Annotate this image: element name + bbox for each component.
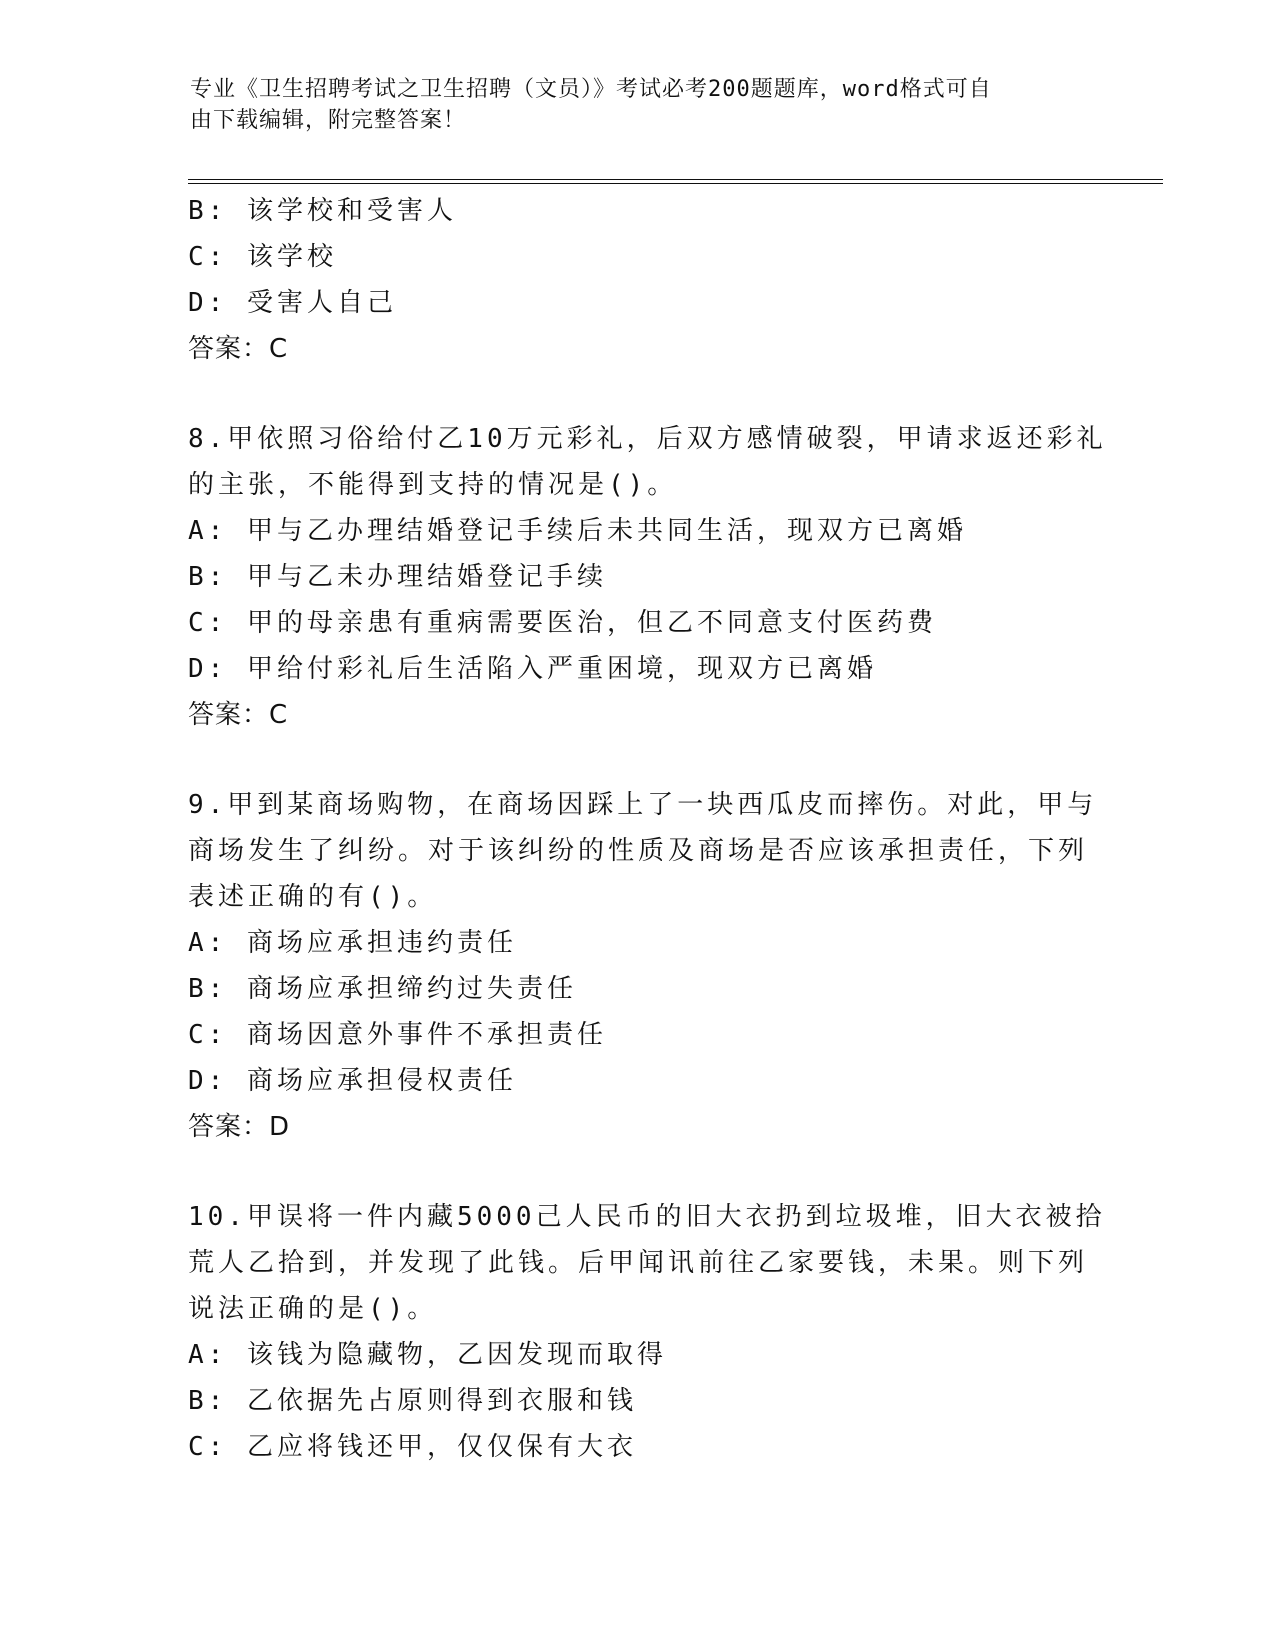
header-line-2: 由下载编辑，附完整答案！ — [190, 108, 467, 133]
question-spacer — [188, 372, 1088, 416]
question-line: 荒人乙拾到，并发现了此钱。后甲闻讯前往乙家要钱，未果。则下列 — [188, 1248, 1089, 1278]
question-line: 9.甲到某商场购物，在商场因踩上了一块西瓜皮而摔伤。对此，甲与 — [188, 790, 1098, 820]
question-list — [188, 188, 1107, 1470]
question-line: D: 受害人自己 — [188, 288, 397, 318]
question-line: D: 甲给付彩礼后生活陷入严重困境，现双方已离婚 — [188, 654, 877, 684]
header-divider-bottom — [188, 183, 1163, 184]
question-line: 的主张，不能得到支持的情况是()。 — [188, 470, 678, 500]
question-line: B: 甲与乙未办理结婚登记手续 — [188, 562, 607, 592]
header-line-1: 专业《卫生招聘考试之卫生招聘（文员）》考试必考200题题库，word格式可自 — [190, 77, 992, 102]
question-block — [188, 782, 1098, 1150]
question-line: B: 该学校和受害人 — [188, 196, 457, 226]
question-block — [188, 188, 1088, 372]
question-line: D: 商场应承担侵权责任 — [188, 1066, 517, 1096]
answer-line: 答案：C — [188, 334, 289, 364]
question-line: C: 该学校 — [188, 242, 337, 272]
document-header — [190, 74, 1070, 136]
question-line: B: 乙依据先占原则得到衣服和钱 — [188, 1386, 637, 1416]
question-line: A: 商场应承担违约责任 — [188, 928, 517, 958]
question-line: 8.甲依照习俗给付乙10万元彩礼，后双方感情破裂，甲请求返还彩礼 — [188, 424, 1107, 454]
question-line: 说法正确的是()。 — [188, 1294, 438, 1324]
question-line: 表述正确的有()。 — [188, 882, 438, 912]
question-block — [188, 1194, 1106, 1470]
header-divider-top — [188, 179, 1163, 180]
question-line: B: 商场应承担缔约过失责任 — [188, 974, 577, 1004]
question-line: 商场发生了纠纷。对于该纠纷的性质及商场是否应该承担责任，下列 — [188, 836, 1089, 866]
answer-line: 答案：C — [188, 700, 289, 730]
question-line: A: 该钱为隐藏物，乙因发现而取得 — [188, 1340, 667, 1370]
answer-line: 答案：D — [188, 1112, 291, 1142]
question-block — [188, 416, 1107, 738]
question-line: C: 商场因意外事件不承担责任 — [188, 1020, 607, 1050]
question-spacer — [188, 738, 1088, 782]
question-line: 10.甲误将一件内藏5000己人民币的旧大衣扔到垃圾堆，旧大衣被拾 — [188, 1202, 1106, 1232]
question-line: A: 甲与乙办理结婚登记手续后未共同生活，现双方已离婚 — [188, 516, 967, 546]
question-line: C: 乙应将钱还甲，仅仅保有大衣 — [188, 1432, 637, 1462]
question-spacer — [188, 1150, 1088, 1194]
question-line: C: 甲的母亲患有重病需要医治，但乙不同意支付医药费 — [188, 608, 937, 638]
